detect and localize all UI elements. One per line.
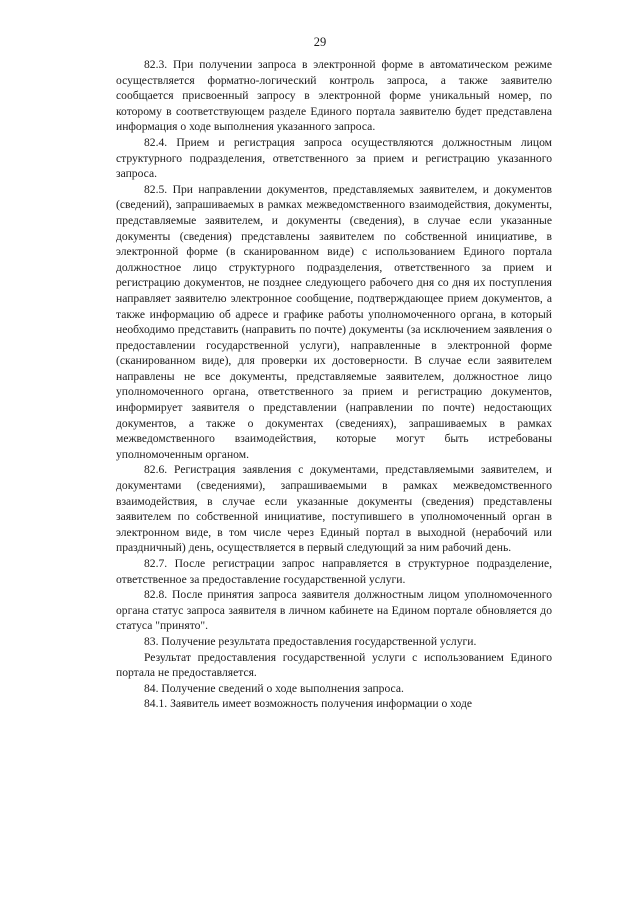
paragraph-82-3: 82.3. При получении запроса в электронной форме в автоматическом режиме осуществляется форматно-логический контроль запроса, а также заявителю сообщается присвоенный запросу в электронной форме уникальный номер, по которому в соответствующем разделе Единого портала заявителю будет представлена информация о ходе выполнения указанного запроса. (116, 58, 552, 134)
paragraph-82-4: 82.4. Прием и регистрация запроса осуществляются должностным лицом структурного подразделения, ответственного за прием и регистрацию указанного запроса. (116, 135, 552, 181)
paragraph-82-6: 82.6. Регистрация заявления с документами, представляемыми заявителем, и документами (сведениями), запрашиваемыми в рамках межведомственного взаимодействия, в случае если указанные документы (сведения) представлены заявителем по собственной инициативе, поступившего в уполномоченный орган в электронном виде, в том числе через Единый портал в выходной (нерабочий или праздничный) день, осуществляется в первый следующий за ним рабочий день. (116, 463, 552, 555)
paragraph-84-1: 84.1. Заявитель имеет возможность получения информации о ходе (144, 697, 473, 711)
paragraph-83-result: Результат предоставления государственной услуги с использованием Единого портала не предоставляется. (116, 650, 552, 680)
page-number: 29 (313, 35, 327, 49)
paragraph-84: 84. Получение сведений о ходе выполнения запроса. (144, 681, 404, 695)
paragraph-82-7: 82.7. После регистрации запрос направляется в структурное подразделение, ответственное за предоставление государственной услуги. (116, 557, 552, 586)
document-body (116, 57, 552, 712)
paragraph-82-5: 82.5. При направлении документов, представляемых заявителем, и документов (сведений), запрашиваемых в рамках межведомственного взаимодействия, документы, представляемые заявителем, и документы (сведения), в случае если указанные документы (сведения) представлены заявителем по собственной инициативе, в электронной форме (в сканированном виде) с использованием Единого портала должностное лицо структурного подразделения, ответственного за прием и регистрацию документов, не позднее следующего рабочего дня со дня их поступления направляет заявителю электронное сообщение, подтверждающее прием документов, а также информацию об адресе и графике работы уполномоченного органа, в который необходимо представить (направить по почте) документы (за исключением заявления о предоставлении государственной услуги), направленные в электронной форме (сканированном виде), для проверки их достоверности. В случае если заявителем направлены не все документы, представляемые заявителем, должностное лицо уполномоченного органа, ответственного за прием и регистрацию документов, информирует заявителя о представлении (направлении по почте) недостающих документов, а также о документах (сведениях), запрашиваемых в рамках межведомственного взаимодействия, которые могут быть истребованы уполномоченным органом. (116, 182, 552, 461)
paragraph-82-8: 82.8. После принятия запроса заявителя должностным лицом уполномоченного органа статус запроса заявителя в личном кабинете на Едином портале обновляется до статуса "принято". (116, 588, 552, 633)
paragraph-83: 83. Получение результата предоставления государственной услуги. (144, 634, 477, 648)
